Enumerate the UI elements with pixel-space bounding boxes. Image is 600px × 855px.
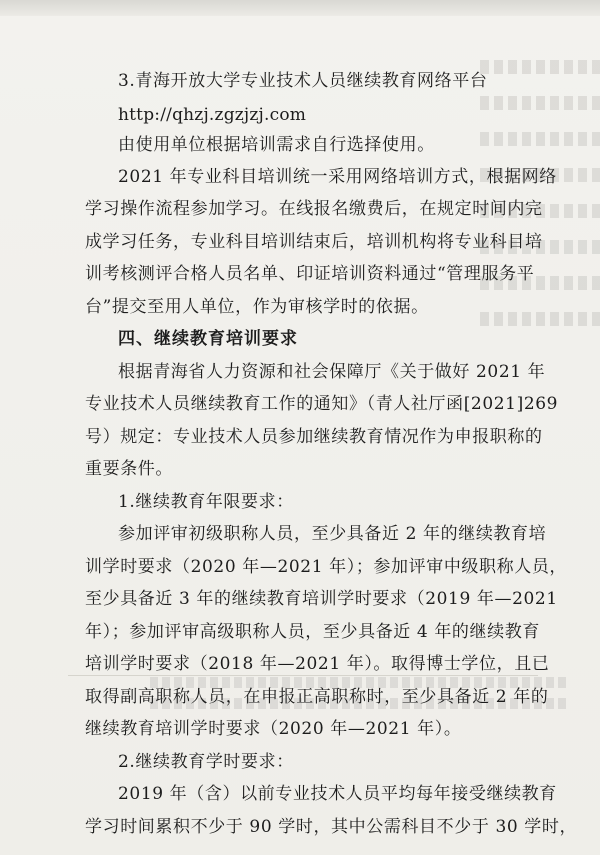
selection-note: 由使用单位根据培训需求自行选择使用。 — [118, 135, 435, 155]
paragraph-line: 成学习任务，专业科目培训结束后，培训机构将专业科目培 — [85, 232, 543, 252]
platform-item-3: 3.青海开放大学专业技术人员继续教育网络平台 — [118, 71, 488, 91]
platform-url[interactable]: http://qhzj.zgzjzj.com — [118, 105, 307, 125]
paragraph-line: 台”提交至用人单位，作为审核学时的依据。 — [85, 297, 429, 317]
paragraph-line: 年）；参加评审高级职称人员，至少具备近 4 年的继续教育 — [85, 622, 540, 642]
paragraph-line: 学习操作流程参加学习。在线报名缴费后，在规定时间内完 — [85, 199, 543, 219]
paragraph-line: 培训学时要求（2018 年—2021 年）。取得博士学位，且已 — [85, 654, 550, 674]
paragraph-line: 训考核测评合格人员名单、印证培训资料通过“管理服务平 — [85, 264, 535, 284]
paragraph-line: 继续教育培训学时要求（2020 年—2021 年）。 — [85, 719, 462, 739]
paragraph-line: 学习时间累积不少于 90 学时，其中公需科目不少于 30 学时， — [85, 817, 578, 837]
paragraph-line: 重要条件。 — [85, 459, 173, 479]
paragraph-line: 号）规定：专业技术人员参加继续教育情况作为申报职称的 — [85, 427, 543, 447]
subheading-years: 1.继续教育年限要求： — [118, 492, 294, 512]
subheading-hours: 2.继续教育学时要求： — [118, 752, 294, 772]
paragraph-line: 2019 年（含）以前专业技术人员平均每年接受继续教育 — [118, 784, 557, 804]
paragraph-line: 取得副高职称人员，在申报正高职称时，至少具备近 2 年的 — [85, 687, 549, 707]
section-heading: 四、继续教育培训要求 — [118, 329, 298, 349]
paragraph-line: 根据青海省人力资源和社会保障厅《关于做好 2021 年 — [118, 362, 546, 382]
paragraph-line: 专业技术人员继续教育工作的通知》（青人社厅函[2021]269 — [85, 394, 559, 414]
paragraph-line: 2021 年专业科目培训统一采用网络培训方式，根据网络 — [118, 167, 557, 187]
paragraph-line: 至少具备近 3 年的继续教育培训学时要求（2019 年—2021 — [85, 589, 558, 609]
paragraph-line: 训学时要求（2020 年—2021 年）；参加评审中级职称人员， — [85, 557, 568, 577]
paragraph-line: 参加评审初级职称人员，至少具备近 2 年的继续教育培 — [118, 524, 547, 544]
